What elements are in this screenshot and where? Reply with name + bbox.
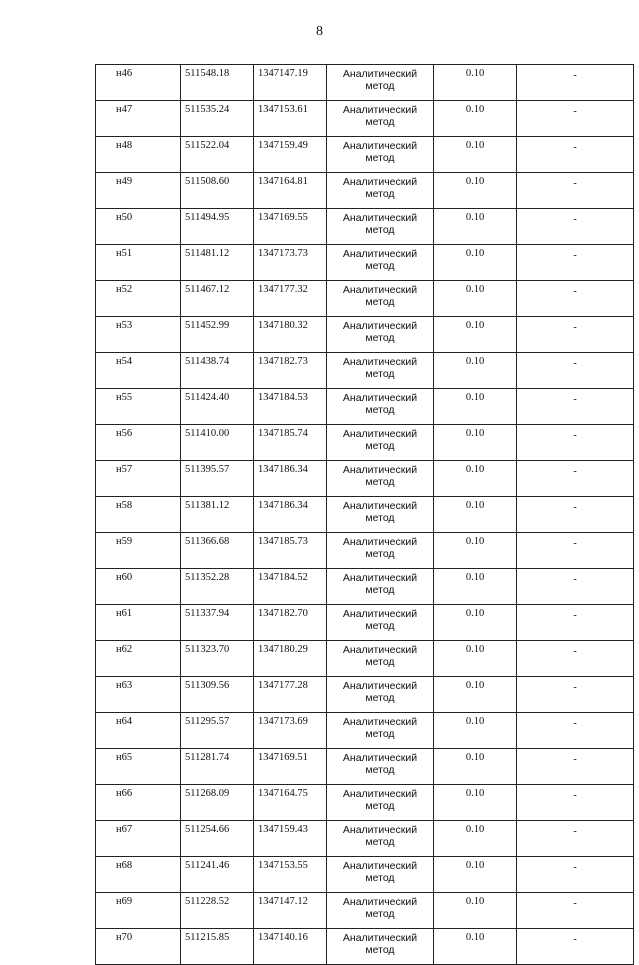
method-line-1: Аналитический <box>342 428 418 440</box>
x-coordinate-cell: 511281.74 <box>181 749 254 785</box>
method-cell <box>327 245 434 281</box>
accuracy-cell: 0.10 <box>434 569 517 605</box>
method-line-1: Аналитический <box>342 680 418 692</box>
y-coordinate-cell: 1347169.55 <box>254 209 327 245</box>
y-coordinate-cell: 1347147.19 <box>254 65 327 101</box>
y-coordinate-cell: 1347164.75 <box>254 785 327 821</box>
method-line-1: Аналитический <box>342 572 418 584</box>
method-line-2: метод <box>365 188 395 200</box>
table-row <box>96 713 634 749</box>
method-line-2: метод <box>365 116 395 128</box>
method-cell <box>327 65 434 101</box>
table-row <box>96 389 634 425</box>
x-coordinate-cell: 511452.99 <box>181 317 254 353</box>
accuracy-cell: 0.10 <box>434 245 517 281</box>
point-id-cell: н46 <box>96 65 181 101</box>
method-line-1: Аналитический <box>342 788 418 800</box>
method-line-2: метод <box>365 836 395 848</box>
description-cell: - <box>517 497 634 533</box>
point-id-cell: н47 <box>96 101 181 137</box>
description-cell: - <box>517 209 634 245</box>
x-coordinate-cell: 511535.24 <box>181 101 254 137</box>
x-coordinate-cell: 511228.52 <box>181 893 254 929</box>
y-coordinate-cell: 1347184.53 <box>254 389 327 425</box>
point-id-cell: н51 <box>96 245 181 281</box>
description-cell: - <box>517 65 634 101</box>
method-line-2: метод <box>365 296 395 308</box>
table-row <box>96 461 634 497</box>
method-cell <box>327 281 434 317</box>
point-id-cell: н66 <box>96 785 181 821</box>
accuracy-cell: 0.10 <box>434 533 517 569</box>
method-cell <box>327 209 434 245</box>
table-row <box>96 677 634 713</box>
x-coordinate-cell: 511522.04 <box>181 137 254 173</box>
method-cell <box>327 605 434 641</box>
x-coordinate-cell: 511481.12 <box>181 245 254 281</box>
method-cell <box>327 749 434 785</box>
y-coordinate-cell: 1347177.32 <box>254 281 327 317</box>
accuracy-cell: 0.10 <box>434 713 517 749</box>
point-id-cell: н57 <box>96 461 181 497</box>
method-cell <box>327 173 434 209</box>
method-line-2: метод <box>365 728 395 740</box>
description-cell: - <box>517 929 634 965</box>
y-coordinate-cell: 1347153.61 <box>254 101 327 137</box>
table-row <box>96 821 634 857</box>
accuracy-cell: 0.10 <box>434 65 517 101</box>
description-cell: - <box>517 353 634 389</box>
point-id-cell: н58 <box>96 497 181 533</box>
method-line-2: метод <box>365 332 395 344</box>
description-cell: - <box>517 821 634 857</box>
method-line-1: Аналитический <box>342 248 418 260</box>
x-coordinate-cell: 511410.00 <box>181 425 254 461</box>
table-row <box>96 245 634 281</box>
x-coordinate-cell: 511366.68 <box>181 533 254 569</box>
x-coordinate-cell: 511215.85 <box>181 929 254 965</box>
point-id-cell: н49 <box>96 173 181 209</box>
point-id-cell: н64 <box>96 713 181 749</box>
coordinates-table-body <box>96 65 634 965</box>
x-coordinate-cell: 511424.40 <box>181 389 254 425</box>
x-coordinate-cell: 511323.70 <box>181 641 254 677</box>
method-line-1: Аналитический <box>342 284 418 296</box>
method-cell <box>327 713 434 749</box>
accuracy-cell: 0.10 <box>434 281 517 317</box>
accuracy-cell: 0.10 <box>434 749 517 785</box>
accuracy-cell: 0.10 <box>434 317 517 353</box>
accuracy-cell: 0.10 <box>434 641 517 677</box>
method-cell <box>327 893 434 929</box>
accuracy-cell: 0.10 <box>434 461 517 497</box>
point-id-cell: н61 <box>96 605 181 641</box>
method-cell <box>327 101 434 137</box>
table-row <box>96 857 634 893</box>
y-coordinate-cell: 1347186.34 <box>254 461 327 497</box>
description-cell: - <box>517 605 634 641</box>
description-cell: - <box>517 173 634 209</box>
point-id-cell: н65 <box>96 749 181 785</box>
y-coordinate-cell: 1347164.81 <box>254 173 327 209</box>
method-line-1: Аналитический <box>342 140 418 152</box>
method-line-2: метод <box>365 764 395 776</box>
table-row <box>96 137 634 173</box>
method-line-2: метод <box>365 404 395 416</box>
x-coordinate-cell: 511467.12 <box>181 281 254 317</box>
table-row <box>96 749 634 785</box>
accuracy-cell: 0.10 <box>434 353 517 389</box>
description-cell: - <box>517 425 634 461</box>
accuracy-cell: 0.10 <box>434 677 517 713</box>
method-line-2: метод <box>365 656 395 668</box>
method-line-1: Аналитический <box>342 320 418 332</box>
description-cell: - <box>517 389 634 425</box>
method-line-1: Аналитический <box>342 176 418 188</box>
x-coordinate-cell: 511438.74 <box>181 353 254 389</box>
method-line-2: метод <box>365 908 395 920</box>
method-line-1: Аналитический <box>342 644 418 656</box>
accuracy-cell: 0.10 <box>434 209 517 245</box>
description-cell: - <box>517 893 634 929</box>
x-coordinate-cell: 511254.66 <box>181 821 254 857</box>
method-line-2: метод <box>365 692 395 704</box>
x-coordinate-cell: 511508.60 <box>181 173 254 209</box>
method-cell <box>327 929 434 965</box>
description-cell: - <box>517 281 634 317</box>
method-line-2: метод <box>365 872 395 884</box>
accuracy-cell: 0.10 <box>434 173 517 209</box>
method-line-1: Аналитический <box>342 536 418 548</box>
method-line-1: Аналитический <box>342 824 418 836</box>
x-coordinate-cell: 511494.95 <box>181 209 254 245</box>
method-cell <box>327 857 434 893</box>
table-row <box>96 497 634 533</box>
method-line-1: Аналитический <box>342 896 418 908</box>
method-cell <box>327 497 434 533</box>
method-line-2: метод <box>365 620 395 632</box>
point-id-cell: н67 <box>96 821 181 857</box>
y-coordinate-cell: 1347184.52 <box>254 569 327 605</box>
table-row <box>96 569 634 605</box>
x-coordinate-cell: 511268.09 <box>181 785 254 821</box>
method-line-2: метод <box>365 476 395 488</box>
y-coordinate-cell: 1347140.16 <box>254 929 327 965</box>
x-coordinate-cell: 511241.46 <box>181 857 254 893</box>
method-line-2: метод <box>365 152 395 164</box>
method-line-2: метод <box>365 584 395 596</box>
description-cell: - <box>517 137 634 173</box>
accuracy-cell: 0.10 <box>434 137 517 173</box>
method-cell <box>327 569 434 605</box>
coordinates-table <box>95 64 634 965</box>
x-coordinate-cell: 511548.18 <box>181 65 254 101</box>
accuracy-cell: 0.10 <box>434 497 517 533</box>
y-coordinate-cell: 1347153.55 <box>254 857 327 893</box>
y-coordinate-cell: 1347169.51 <box>254 749 327 785</box>
accuracy-cell: 0.10 <box>434 929 517 965</box>
method-line-2: метод <box>365 80 395 92</box>
y-coordinate-cell: 1347182.73 <box>254 353 327 389</box>
x-coordinate-cell: 511352.28 <box>181 569 254 605</box>
method-line-1: Аналитический <box>342 716 418 728</box>
method-line-2: метод <box>365 224 395 236</box>
x-coordinate-cell: 511381.12 <box>181 497 254 533</box>
method-cell <box>327 317 434 353</box>
method-line-1: Аналитический <box>342 68 418 80</box>
method-line-2: метод <box>365 440 395 452</box>
point-id-cell: н55 <box>96 389 181 425</box>
description-cell: - <box>517 461 634 497</box>
method-cell <box>327 137 434 173</box>
method-cell <box>327 533 434 569</box>
method-cell <box>327 641 434 677</box>
method-cell <box>327 821 434 857</box>
point-id-cell: н59 <box>96 533 181 569</box>
accuracy-cell: 0.10 <box>434 785 517 821</box>
description-cell: - <box>517 857 634 893</box>
y-coordinate-cell: 1347180.29 <box>254 641 327 677</box>
table-row <box>96 281 634 317</box>
method-line-1: Аналитический <box>342 860 418 872</box>
point-id-cell: н52 <box>96 281 181 317</box>
method-line-2: метод <box>365 944 395 956</box>
y-coordinate-cell: 1347177.28 <box>254 677 327 713</box>
description-cell: - <box>517 749 634 785</box>
table-row <box>96 317 634 353</box>
accuracy-cell: 0.10 <box>434 425 517 461</box>
method-line-1: Аналитический <box>342 500 418 512</box>
method-cell <box>327 461 434 497</box>
y-coordinate-cell: 1347180.32 <box>254 317 327 353</box>
y-coordinate-cell: 1347182.70 <box>254 605 327 641</box>
description-cell: - <box>517 317 634 353</box>
point-id-cell: н50 <box>96 209 181 245</box>
accuracy-cell: 0.10 <box>434 857 517 893</box>
table-row <box>96 101 634 137</box>
method-cell <box>327 425 434 461</box>
y-coordinate-cell: 1347186.34 <box>254 497 327 533</box>
point-id-cell: н69 <box>96 893 181 929</box>
method-line-1: Аналитический <box>342 752 418 764</box>
table-row <box>96 605 634 641</box>
y-coordinate-cell: 1347147.12 <box>254 893 327 929</box>
method-line-2: метод <box>365 800 395 812</box>
method-line-2: метод <box>365 260 395 272</box>
y-coordinate-cell: 1347173.69 <box>254 713 327 749</box>
y-coordinate-cell: 1347173.73 <box>254 245 327 281</box>
method-cell <box>327 677 434 713</box>
y-coordinate-cell: 1347185.73 <box>254 533 327 569</box>
accuracy-cell: 0.10 <box>434 821 517 857</box>
method-cell <box>327 785 434 821</box>
table-row <box>96 173 634 209</box>
x-coordinate-cell: 511337.94 <box>181 605 254 641</box>
table-row <box>96 641 634 677</box>
description-cell: - <box>517 677 634 713</box>
method-line-1: Аналитический <box>342 104 418 116</box>
point-id-cell: н56 <box>96 425 181 461</box>
accuracy-cell: 0.10 <box>434 605 517 641</box>
description-cell: - <box>517 101 634 137</box>
x-coordinate-cell: 511309.56 <box>181 677 254 713</box>
method-line-1: Аналитический <box>342 392 418 404</box>
point-id-cell: н60 <box>96 569 181 605</box>
description-cell: - <box>517 641 634 677</box>
table-row <box>96 929 634 965</box>
description-cell: - <box>517 785 634 821</box>
method-cell <box>327 353 434 389</box>
point-id-cell: н62 <box>96 641 181 677</box>
table-row <box>96 893 634 929</box>
point-id-cell: н70 <box>96 929 181 965</box>
table-row <box>96 425 634 461</box>
description-cell: - <box>517 533 634 569</box>
point-id-cell: н48 <box>96 137 181 173</box>
y-coordinate-cell: 1347159.43 <box>254 821 327 857</box>
description-cell: - <box>517 713 634 749</box>
point-id-cell: н68 <box>96 857 181 893</box>
page-number: 8 <box>316 24 323 39</box>
point-id-cell: н53 <box>96 317 181 353</box>
method-line-1: Аналитический <box>342 932 418 944</box>
method-line-2: метод <box>365 512 395 524</box>
method-line-2: метод <box>365 548 395 560</box>
table-row <box>96 353 634 389</box>
y-coordinate-cell: 1347185.74 <box>254 425 327 461</box>
method-line-1: Аналитический <box>342 608 418 620</box>
accuracy-cell: 0.10 <box>434 389 517 425</box>
x-coordinate-cell: 511395.57 <box>181 461 254 497</box>
method-line-1: Аналитический <box>342 356 418 368</box>
method-cell <box>327 389 434 425</box>
table-row <box>96 785 634 821</box>
table-row <box>96 533 634 569</box>
method-line-2: метод <box>365 368 395 380</box>
x-coordinate-cell: 511295.57 <box>181 713 254 749</box>
accuracy-cell: 0.10 <box>434 101 517 137</box>
y-coordinate-cell: 1347159.49 <box>254 137 327 173</box>
method-line-1: Аналитический <box>342 212 418 224</box>
table-row <box>96 209 634 245</box>
accuracy-cell: 0.10 <box>434 893 517 929</box>
method-line-1: Аналитический <box>342 464 418 476</box>
description-cell: - <box>517 569 634 605</box>
description-cell: - <box>517 245 634 281</box>
table-row <box>96 65 634 101</box>
point-id-cell: н63 <box>96 677 181 713</box>
point-id-cell: н54 <box>96 353 181 389</box>
